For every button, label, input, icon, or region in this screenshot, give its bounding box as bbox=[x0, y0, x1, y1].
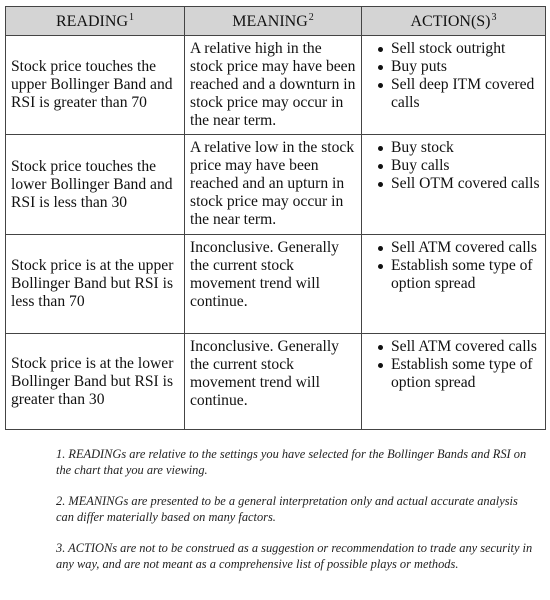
actions-cell bbox=[362, 235, 546, 334]
footnote-1: 1. READINGs are relative to the settings you have selected for the Bollinger Bands and RSI on the chart that you are viewing. bbox=[56, 447, 527, 477]
footnote-2: 2. MEANINGs are presented to be a general interpretation only and actual accurate analysis can differ materially based on many factors. bbox=[56, 494, 518, 524]
actions-list bbox=[367, 40, 541, 112]
header-actions-footnote-mark: 3 bbox=[491, 11, 497, 23]
header-reading bbox=[6, 7, 185, 36]
action-item: Sell stock outright bbox=[367, 40, 541, 58]
reading-cell: Stock price is at the upper Bollinger Band but RSI is less than 70 bbox=[6, 235, 185, 334]
footnotes bbox=[56, 447, 536, 588]
table-row bbox=[6, 235, 546, 334]
reading-cell: Stock price is at the lower Bollinger Band but RSI is greater than 30 bbox=[6, 334, 185, 430]
header-actions-label: ACTION(S) bbox=[410, 12, 491, 30]
action-item: Buy calls bbox=[367, 157, 541, 175]
table-row bbox=[6, 334, 546, 430]
action-item: Sell ATM covered calls bbox=[367, 338, 541, 356]
header-row bbox=[6, 7, 546, 36]
footnote-3: 3. ACTIONs are not to be construed as a suggestion or recommendation to trade any security in any way, and are not meant as a comprehensive list of possible plays or methods. bbox=[56, 541, 533, 571]
action-item: Establish some type of option spread bbox=[367, 257, 541, 293]
action-item: Sell ATM covered calls bbox=[367, 239, 541, 257]
reading-cell: Stock price touches the upper Bollinger Band and RSI is greater than 70 bbox=[6, 36, 185, 135]
meaning-cell: A relative low in the stock price may have been reached and an upturn in stock price may occur in the near term. bbox=[185, 135, 362, 235]
actions-cell bbox=[362, 135, 546, 235]
header-reading-footnote-mark: 1 bbox=[129, 11, 134, 23]
action-item: Sell deep ITM covered calls bbox=[367, 76, 541, 112]
header-actions bbox=[362, 7, 546, 36]
actions-list bbox=[367, 338, 541, 392]
action-item: Buy stock bbox=[367, 139, 541, 157]
meaning-cell: Inconclusive. Generally the current stock movement trend will continue. bbox=[185, 334, 362, 430]
bollinger-rsi-table bbox=[5, 6, 546, 430]
actions-list bbox=[367, 239, 541, 293]
reading-cell: Stock price touches the lower Bollinger Band and RSI is less than 30 bbox=[6, 135, 185, 235]
header-meaning-footnote-mark: 2 bbox=[308, 11, 314, 23]
action-item: Establish some type of option spread bbox=[367, 356, 541, 392]
meaning-cell: Inconclusive. Generally the current stock movement trend will continue. bbox=[185, 235, 362, 334]
document bbox=[5, 6, 545, 430]
actions-cell bbox=[362, 36, 546, 135]
table-row bbox=[6, 135, 546, 235]
actions-list bbox=[367, 139, 541, 193]
header-meaning bbox=[185, 7, 362, 36]
actions-cell bbox=[362, 334, 546, 430]
table-row bbox=[6, 36, 546, 135]
header-reading-label: READING bbox=[56, 12, 128, 30]
action-item: Buy puts bbox=[367, 58, 541, 76]
header-meaning-label: MEANING bbox=[232, 12, 308, 30]
meaning-cell: A relative high in the stock price may have been reached and a downturn in stock price may occur in the near term. bbox=[185, 36, 362, 135]
action-item: Sell OTM covered calls bbox=[367, 175, 541, 193]
